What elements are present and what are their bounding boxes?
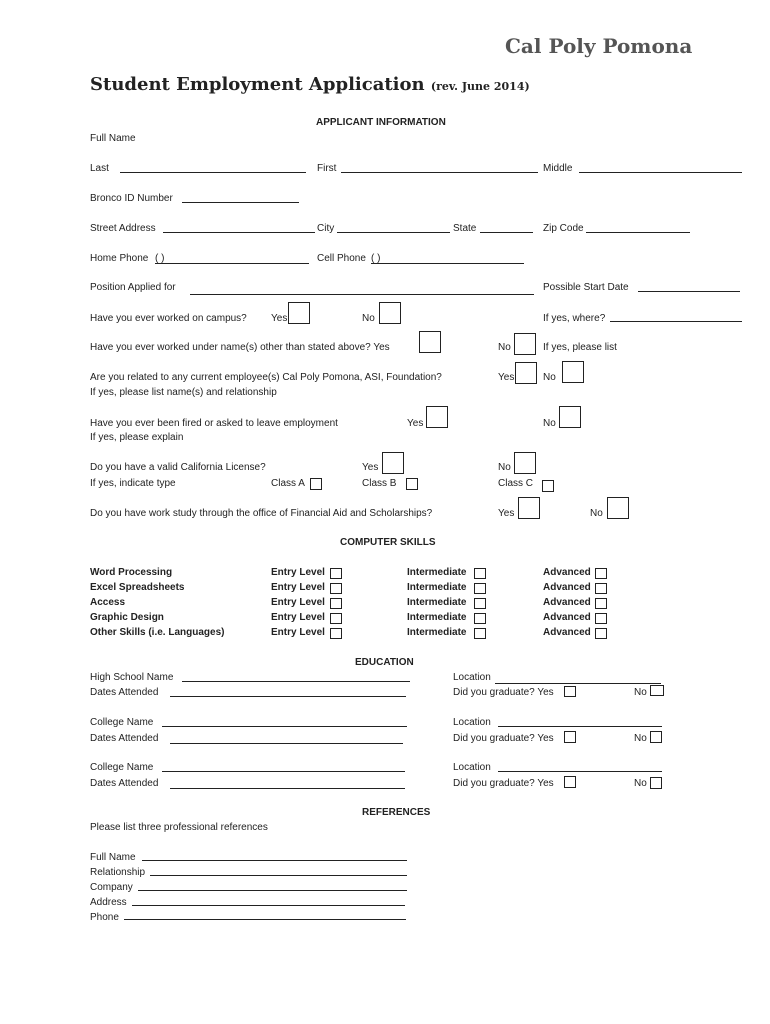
city-field[interactable]	[337, 232, 450, 233]
advanced-label: Advanced	[543, 627, 591, 638]
related-no-checkbox[interactable]	[562, 361, 584, 383]
cell-phone-field[interactable]	[371, 263, 524, 264]
ref-company-field[interactable]	[138, 890, 407, 891]
workstudy-no-checkbox[interactable]	[607, 497, 629, 519]
home-phone-field[interactable]	[155, 263, 309, 264]
class-a-label: Class A	[271, 478, 305, 489]
fired-no-label: No	[543, 418, 556, 429]
bronco-id-field[interactable]	[182, 202, 299, 203]
q-workstudy-label: Do you have work study through the office of Financial Aid and Scholarships?	[90, 508, 433, 519]
college2-dates-field[interactable]	[170, 788, 405, 789]
advanced-label: Advanced	[543, 582, 591, 593]
related-yes-label: Yes	[498, 372, 515, 383]
fired-yes-checkbox[interactable]	[426, 406, 448, 428]
college1-graduate-label: Did you graduate? Yes	[453, 733, 554, 744]
intermediate-label: Intermediate	[407, 582, 467, 593]
entry-level-label: Entry Level	[271, 612, 325, 623]
license-no-checkbox[interactable]	[514, 452, 536, 474]
license-no-label: No	[498, 462, 511, 473]
college1-location-label: Location	[453, 717, 491, 728]
ref-phone-label: Phone	[90, 912, 119, 923]
college1-location-field[interactable]	[498, 726, 662, 727]
skill-row-label: Graphic Design	[90, 612, 164, 623]
class-b-checkbox[interactable]	[406, 478, 418, 490]
home-phone-area: ( )	[155, 253, 165, 264]
intermediate-label: Intermediate	[407, 597, 467, 608]
section-applicant-heading: APPLICANT INFORMATION	[316, 117, 446, 128]
intermediate-label: Intermediate	[407, 612, 467, 623]
license-yes-checkbox[interactable]	[382, 452, 404, 474]
class-c-label: Class C	[498, 478, 534, 489]
ref-address-label: Address	[90, 897, 127, 908]
skill-row-label: Excel Spreadsheets	[90, 582, 185, 593]
other-name-no-checkbox[interactable]	[514, 333, 536, 355]
campus-no-label: No	[362, 313, 375, 324]
entry-level-checkbox[interactable]	[330, 583, 342, 594]
advanced-checkbox[interactable]	[595, 628, 607, 639]
advanced-label: Advanced	[543, 597, 591, 608]
class-b-label: Class B	[362, 478, 397, 489]
last-name-field[interactable]	[120, 172, 306, 173]
college2-location-label: Location	[453, 762, 491, 773]
street-address-label: Street Address	[90, 223, 156, 234]
college1-name-field[interactable]	[162, 726, 407, 727]
skill-row-label: Word Processing	[90, 567, 173, 578]
college2-location-field[interactable]	[498, 771, 662, 772]
skill-row-label: Other Skills (i.e. Languages)	[90, 627, 225, 638]
middle-name-label: Middle	[543, 163, 573, 174]
cell-phone-area: ( )	[371, 253, 381, 264]
entry-level-label: Entry Level	[271, 567, 325, 578]
q-license-label: Do you have a valid California License?	[90, 462, 266, 473]
ref-full-name-field[interactable]	[142, 860, 407, 861]
home-phone-label: Home Phone	[90, 253, 149, 264]
first-name-field[interactable]	[341, 172, 538, 173]
zip-code-field[interactable]	[586, 232, 690, 233]
ref-full-name-label: Full Name	[90, 852, 136, 863]
q-other-name-label: Have you ever worked under name(s) other than stated above? Yes	[90, 342, 390, 353]
form-title	[90, 74, 530, 98]
first-name-label: First	[317, 163, 337, 174]
ref-relationship-label: Relationship	[90, 867, 146, 878]
entry-level-checkbox[interactable]	[330, 598, 342, 609]
college2-graduate-no-label: No	[634, 778, 647, 789]
q-license-sub-label: If yes, indicate type	[90, 478, 176, 489]
entry-level-label: Entry Level	[271, 597, 325, 608]
hs-dates-label: Dates Attended	[90, 687, 159, 698]
campus-yes-checkbox[interactable]	[288, 302, 310, 324]
class-a-checkbox[interactable]	[310, 478, 322, 490]
related-yes-checkbox[interactable]	[515, 362, 537, 384]
start-date-label: Possible Start Date	[543, 282, 629, 293]
advanced-label: Advanced	[543, 612, 591, 623]
hs-dates-field[interactable]	[170, 696, 406, 697]
advanced-label: Advanced	[543, 567, 591, 578]
college2-graduate-no-checkbox[interactable]	[650, 777, 662, 789]
city-label: City	[317, 223, 335, 234]
q-fired-sub-label: If yes, please explain	[90, 432, 184, 443]
intermediate-checkbox[interactable]	[474, 613, 486, 624]
college1-graduate-no-label: No	[634, 733, 647, 744]
college1-dates-label: Dates Attended	[90, 733, 159, 744]
q-related-label: Are you related to any current employee(s) Cal Poly Pomona, ASI, Foundation?	[90, 372, 442, 383]
last-name-label: Last	[90, 163, 109, 174]
college2-graduate-yes-checkbox[interactable]	[564, 776, 576, 788]
hs-graduate-label: Did you graduate? Yes	[453, 687, 554, 698]
section-computer-heading: COMPUTER SKILLS	[340, 537, 436, 548]
campus-no-checkbox[interactable]	[379, 302, 401, 324]
college2-dates-label: Dates Attended	[90, 778, 159, 789]
entry-level-checkbox[interactable]	[330, 628, 342, 639]
bronco-id-label: Bronco ID Number	[90, 193, 173, 204]
street-address-field[interactable]	[163, 232, 315, 233]
q-related-sub-label: If yes, please list name(s) and relationship	[90, 387, 277, 398]
advanced-checkbox[interactable]	[595, 613, 607, 624]
hs-location-field[interactable]	[495, 683, 661, 684]
workstudy-no-label: No	[590, 508, 603, 519]
hs-name-label: High School Name	[90, 672, 174, 683]
institution-name: Cal Poly Pomona	[505, 34, 693, 58]
entry-level-label: Entry Level	[271, 627, 325, 638]
intermediate-label: Intermediate	[407, 627, 467, 638]
intermediate-checkbox[interactable]	[474, 598, 486, 609]
workstudy-yes-checkbox[interactable]	[518, 497, 540, 519]
fired-no-checkbox[interactable]	[559, 406, 581, 428]
campus-where-field[interactable]	[610, 321, 742, 322]
start-date-field[interactable]	[638, 291, 740, 292]
intermediate-checkbox[interactable]	[474, 628, 486, 639]
college2-name-field[interactable]	[162, 771, 405, 772]
intermediate-label: Intermediate	[407, 567, 467, 578]
campus-yes-label: Yes	[271, 313, 288, 324]
college1-dates-field[interactable]	[170, 743, 403, 744]
ref-company-label: Company	[90, 882, 133, 893]
middle-name-field[interactable]	[579, 172, 742, 173]
other-name-no-label: No	[498, 342, 511, 353]
ref-phone-field[interactable]	[124, 919, 406, 920]
college1-graduate-no-checkbox[interactable]	[650, 731, 662, 743]
q-campus-label: Have you ever worked on campus?	[90, 313, 247, 324]
college1-name-label: College Name	[90, 717, 154, 728]
college2-graduate-label: Did you graduate? Yes	[453, 778, 554, 789]
references-intro: Please list three professional references	[90, 822, 268, 833]
college2-name-label: College Name	[90, 762, 154, 773]
advanced-checkbox[interactable]	[595, 598, 607, 609]
entry-level-label: Entry Level	[271, 582, 325, 593]
other-name-list-label: If yes, please list	[543, 342, 617, 353]
full-name-label: Full Name	[90, 133, 136, 144]
intermediate-checkbox[interactable]	[474, 583, 486, 594]
hs-graduate-no-checkbox[interactable]	[650, 685, 664, 696]
intermediate-checkbox[interactable]	[474, 568, 486, 579]
advanced-checkbox[interactable]	[595, 568, 607, 579]
state-label: State	[453, 223, 477, 234]
state-field[interactable]	[480, 232, 533, 233]
zip-code-label: Zip Code	[543, 223, 584, 234]
q-fired-label: Have you ever been fired or asked to leave employment	[90, 418, 338, 429]
other-name-yes-checkbox[interactable]	[419, 331, 441, 353]
class-c-checkbox[interactable]	[542, 480, 554, 492]
advanced-checkbox[interactable]	[595, 583, 607, 594]
entry-level-checkbox[interactable]	[330, 568, 342, 579]
ref-address-field[interactable]	[132, 905, 405, 906]
skill-row-label: Access	[90, 597, 126, 608]
position-field[interactable]	[190, 294, 534, 295]
hs-location-label: Location	[453, 672, 491, 683]
position-label: Position Applied for	[90, 282, 176, 293]
hs-graduate-yes-checkbox[interactable]	[564, 686, 576, 697]
hs-name-field[interactable]	[182, 681, 410, 682]
campus-where-label: If yes, where?	[543, 313, 606, 324]
entry-level-checkbox[interactable]	[330, 613, 342, 624]
form-title-text: Student Employment Application	[90, 74, 425, 95]
related-no-label: No	[543, 372, 556, 383]
workstudy-yes-label: Yes	[498, 508, 515, 519]
section-references-heading: REFERENCES	[362, 807, 431, 818]
section-education-heading: EDUCATION	[355, 657, 414, 668]
college1-graduate-yes-checkbox[interactable]	[564, 731, 576, 743]
fired-yes-label: Yes	[407, 418, 424, 429]
ref-relationship-field[interactable]	[150, 875, 407, 876]
revision-label: (rev. June 2014)	[430, 80, 530, 93]
license-yes-label: Yes	[362, 462, 379, 473]
hs-graduate-no-label: No	[634, 687, 647, 698]
cell-phone-label: Cell Phone	[317, 253, 366, 264]
